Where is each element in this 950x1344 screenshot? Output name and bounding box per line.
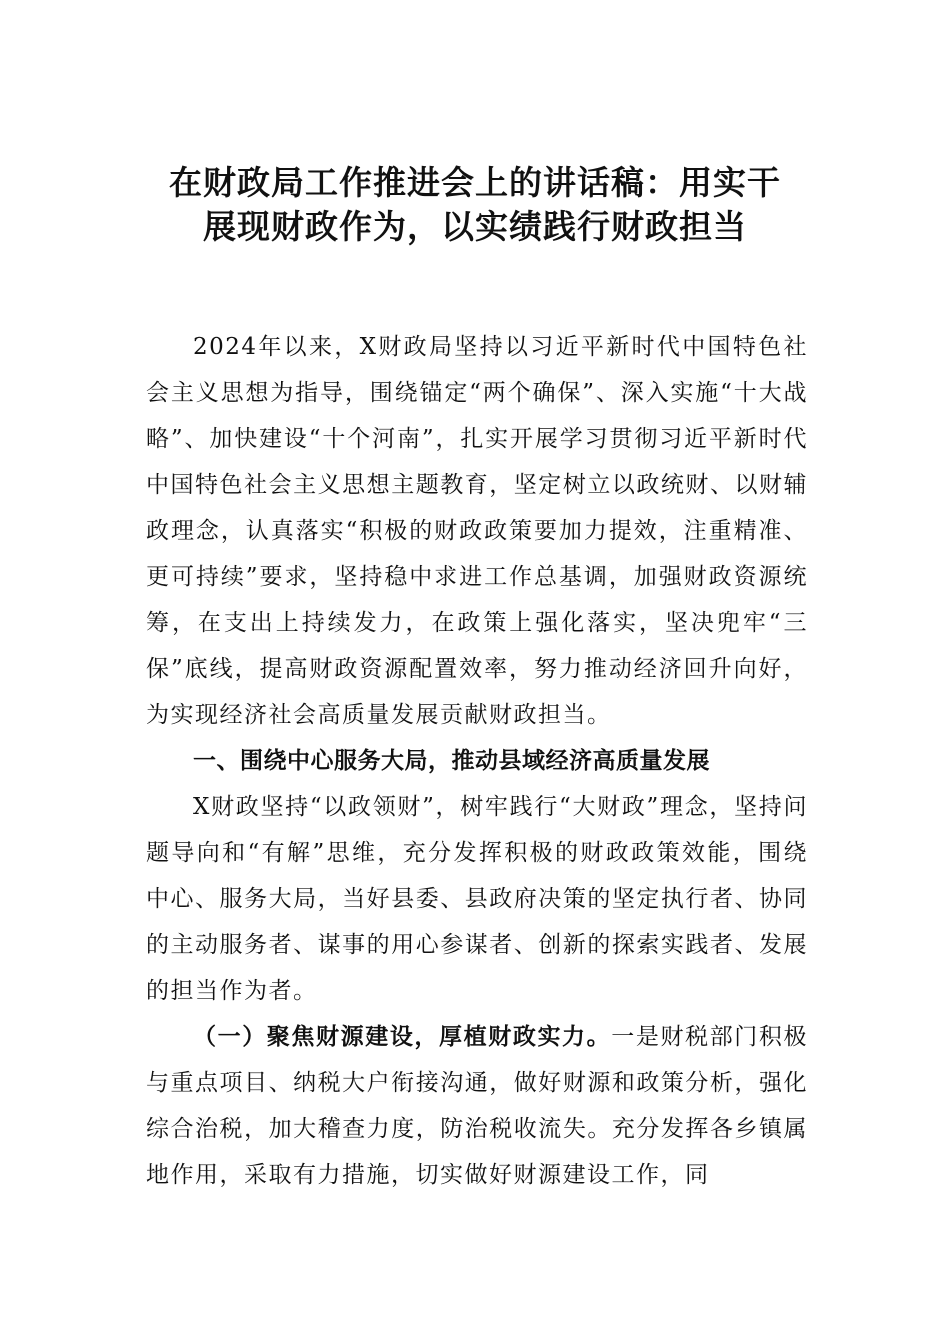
- section-1-heading: 一、围绕中心服务大局，推动县域经济高质量发展: [193, 748, 710, 774]
- intro-paragraph: 2024年以来，X财政局坚持以习近平新时代中国特色社会主义思想为指导，围绕锚定“两个确保”、深入实施“十大战略”、加快建设“十个河南”，扎实开展学习贯彻习近平新时代中国特色社会主义思想主题教育，坚定树立以政统财、以财辅政理念，认真落实“积极的财政政策要加力提效，注重精准、更可持续”要求，坚持稳中求进工作总基调，加强财政资源统筹，在支出上持续发力，在政策上强化落实，坚决兜牢“三保”底线，提高财政资源配置效率，努力推动经济回升向好，为实现经济社会高质量发展贡献财政担当。: [146, 334, 808, 728]
- section-1-paragraph: X财政坚持“以政领财”，树牢践行“大财政”理念，坚持问题导向和“有解”思维，充分发挥积极的财政政策效能，围绕中心、服务大局，当好县委、县政府决策的坚定执行者、协同的主动服务者、谋事的用心参谋者、创新的探索实践者、发展的担当作为者。: [146, 794, 808, 1004]
- subsection-1-paragraph: [146, 1014, 808, 1198]
- subsection-1-lead: （一）聚焦财源建设，厚植财政实力。: [193, 1024, 612, 1050]
- subsection-1-text: 一是财税部门积极与重点项目、纳税大户衔接沟通，做好财源和政策分析，强化综合治税，加大稽查力度，防治税收流失。充分发挥各乡镇属地作用，采取有力措施，切实做好财源建设工作，同: [146, 1024, 809, 1188]
- document-title-line-1: 在财政局工作推进会上的讲话稿：用实干: [169, 163, 781, 202]
- document-body: [146, 324, 808, 1198]
- document-title-line-2: 展现财政作为，以实绩践行财政担当: [203, 207, 747, 246]
